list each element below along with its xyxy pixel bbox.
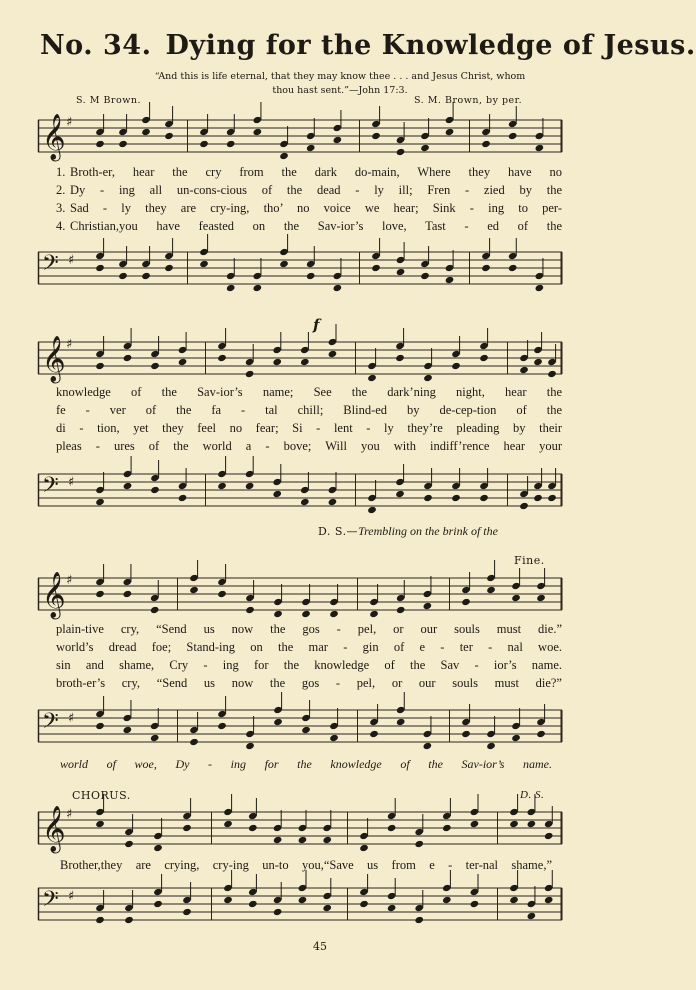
epigraph-line-2: thou hast sent.”—John 17:3. xyxy=(272,85,408,96)
verse-number: 4. xyxy=(56,219,66,233)
verse-2-line3: world’s dread foe; Stand-ing on the mar - gin of e - ter - nal woe. xyxy=(56,640,562,654)
words-credit: S. M Brown. xyxy=(76,95,141,106)
staff-system1-treble xyxy=(38,108,562,170)
staff-lines xyxy=(38,888,562,920)
epigraph xyxy=(80,70,600,98)
staff-system3-bass xyxy=(38,698,562,760)
hymn-title-line xyxy=(40,30,696,61)
sharp-icon: ♯ xyxy=(66,573,73,588)
notes xyxy=(95,456,557,514)
ds-line-system2 xyxy=(318,524,552,539)
staff-chorus-bass xyxy=(38,876,562,938)
verse-1-line2: knowledge of the Sav-ior’s name; See the dark’ning night, hear the xyxy=(56,385,562,399)
verse-1-line3: plain-tive cry, “Send us now the gos - pel, or our souls must die.” xyxy=(56,622,562,636)
sharp-icon: ♯ xyxy=(66,807,73,822)
notes xyxy=(95,692,546,750)
sharp-icon: ♯ xyxy=(68,711,75,726)
ds-label: D. S.— xyxy=(318,525,359,538)
bass-clef-icon: 𝄢 xyxy=(42,473,59,503)
notes xyxy=(95,560,546,618)
staff-system2-treble xyxy=(38,330,562,392)
fine-mark: Fine. xyxy=(514,554,545,567)
treble-clef-icon: 𝄞 xyxy=(42,572,66,618)
hymn-number: No. 34. xyxy=(40,30,152,61)
verses-system3 xyxy=(56,622,562,694)
notes xyxy=(95,794,553,852)
sharp-icon: ♯ xyxy=(68,889,75,904)
chorus-lyric: Brother,they are crying, cry-ing un-to you,“Save us from e - ter-nal shame,” xyxy=(60,858,552,872)
staff-system1-bass xyxy=(38,240,562,302)
verse-number: 2. xyxy=(56,183,66,197)
verse-text: Broth-er, hear the cry from the dark do-main, Where they have no xyxy=(70,165,562,179)
staff-lines xyxy=(38,578,562,610)
forte-mark: f xyxy=(313,316,320,334)
sharp-icon: ♯ xyxy=(68,475,75,490)
hymn-title: Dying for the Knowledge of Jesus. xyxy=(165,30,696,61)
staff-chorus-treble xyxy=(38,800,562,862)
staff-system2-bass xyxy=(38,462,562,524)
treble-clef-icon: 𝄞 xyxy=(42,806,66,852)
verse-text: Christian,you have feasted on the Sav-ior’s love, Tast - ed of the xyxy=(70,219,562,233)
treble-clef-icon: 𝄞 xyxy=(42,336,66,382)
verse-2-line1 xyxy=(56,183,562,201)
verse-text: Sad - ly they are cry-ing, tho’ no voice we hear; Sink - ing to per- xyxy=(70,201,562,215)
ds-text: Trembling on the brink of the xyxy=(358,524,498,538)
page-number: 45 xyxy=(313,940,327,953)
sharp-icon: ♯ xyxy=(66,115,73,130)
treble-clef-icon: 𝄞 xyxy=(42,114,66,160)
notes xyxy=(95,102,544,160)
staff-system3-treble xyxy=(38,566,562,628)
verse-text: Dy - ing all un-cons-cious of the dead - ly ill; Fren - zied by the xyxy=(70,183,562,197)
chorus-label: CHORUS. xyxy=(72,789,131,802)
verses-system2 xyxy=(56,385,562,457)
verse-3-line3: sin and shame, Cry - ing for the knowledge of the Sav - ior’s name. xyxy=(56,658,562,672)
music-credit: S. M. Brown, by per. xyxy=(414,95,523,106)
notes xyxy=(95,324,557,382)
epigraph-line-1: “And this is life eternal, that they may know thee . . . and Jesus Christ, whom xyxy=(154,71,526,82)
verse-2-line2: fe - ver of the fa - tal chill; Blind-ed by de-cep-tion of the xyxy=(56,403,562,417)
notes xyxy=(95,870,553,924)
bass-clef-icon: 𝄢 xyxy=(42,887,59,917)
staff-lines xyxy=(38,120,562,152)
verse-3-line1 xyxy=(56,201,562,219)
ds-text-system3: world of woe, Dy - ing for the knowledge of the Sav-ior’s name. xyxy=(60,757,552,771)
notes xyxy=(95,234,544,292)
verse-number: 3. xyxy=(56,201,66,215)
sharp-icon: ♯ xyxy=(66,337,73,352)
verse-3-line2: di - tion, yet they feel no fear; Si - lent - ly they’re pleading by their xyxy=(56,421,562,435)
verses-system1 xyxy=(56,165,562,237)
sharp-icon: ♯ xyxy=(68,253,75,268)
verse-1-line1 xyxy=(56,165,562,183)
verse-4-line1 xyxy=(56,219,562,237)
verse-number: 1. xyxy=(56,165,66,179)
staff-lines xyxy=(38,474,562,506)
bass-clef-icon: 𝄢 xyxy=(42,251,59,281)
verse-4-line3: broth-er’s cry, “Send us now the gos - pel, or our souls must die?” xyxy=(56,676,562,690)
staff-lines xyxy=(38,710,562,742)
bass-clef-icon: 𝄢 xyxy=(42,709,59,739)
verse-4-line2: pleas - ures of the world a - bove; Will you with indiff’rence hear your xyxy=(56,439,562,453)
chorus-ds-mark: D. S. xyxy=(520,789,545,801)
